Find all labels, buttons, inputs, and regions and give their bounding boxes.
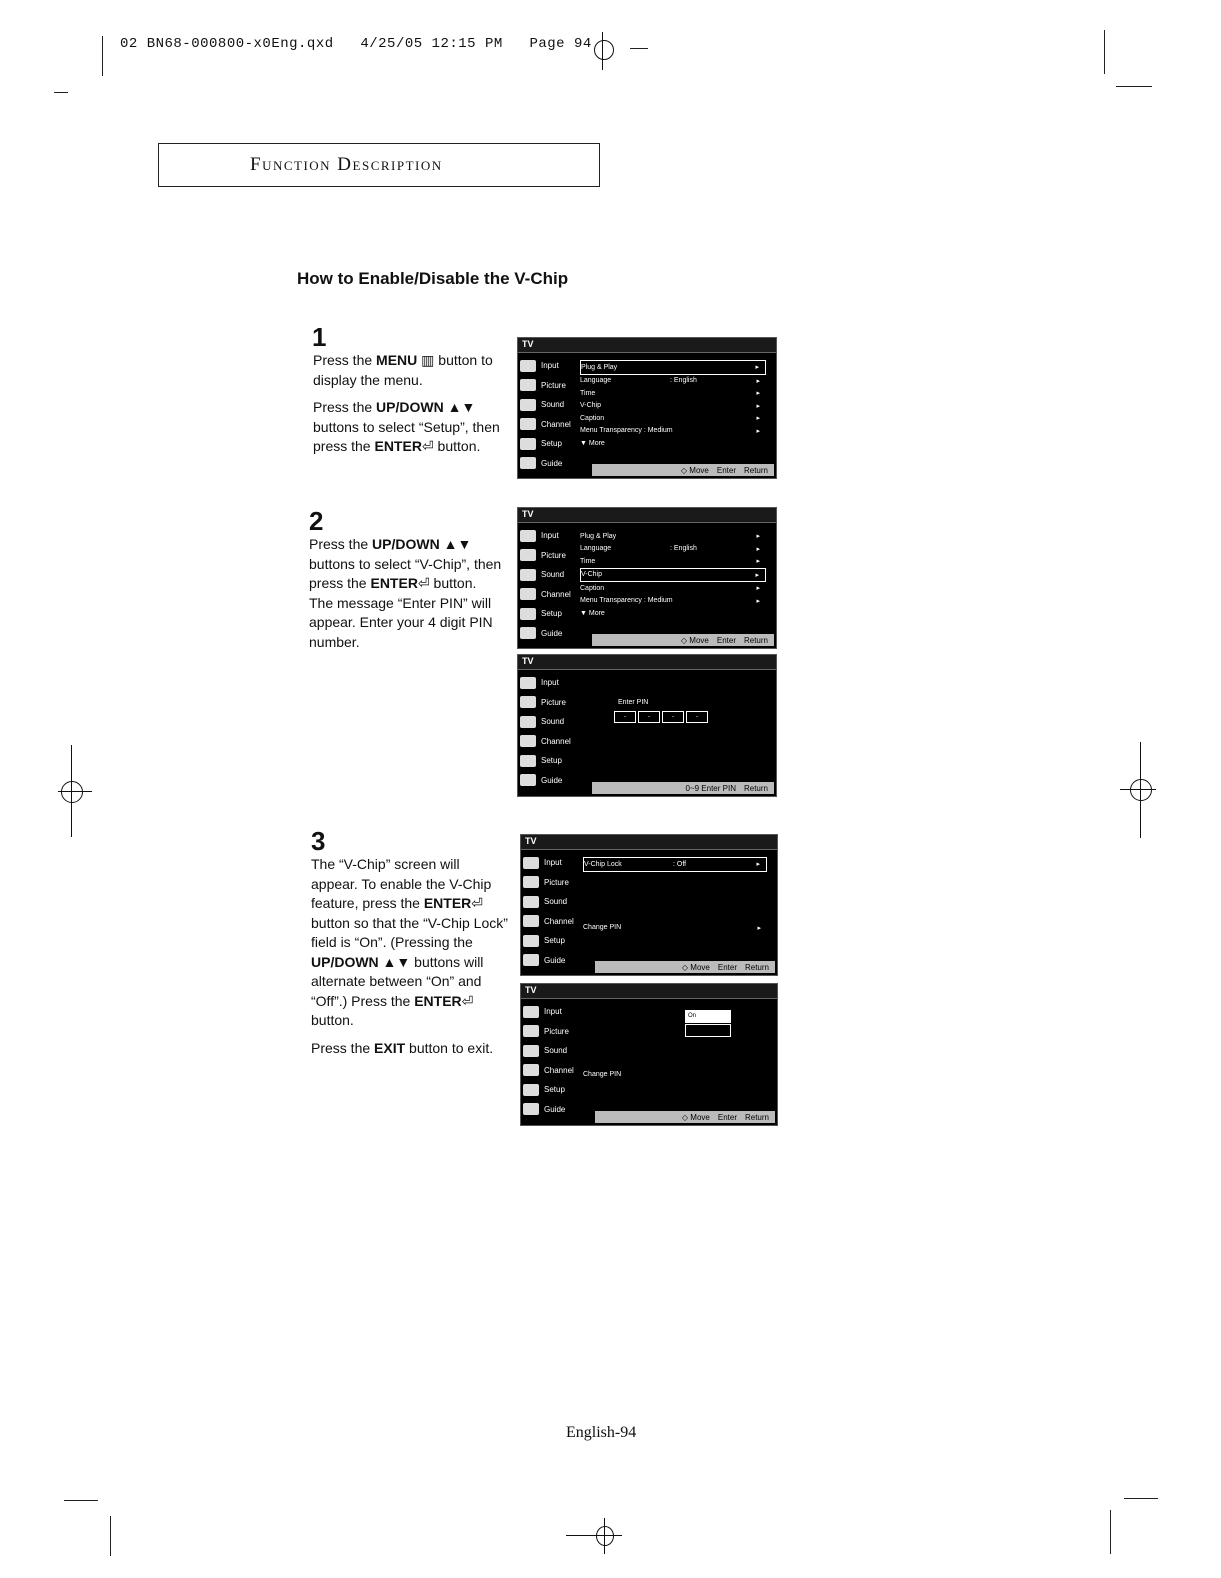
screen-sidebar [520, 356, 588, 473]
menu-item-blank [583, 884, 767, 897]
menu-item-blank [583, 1006, 767, 1019]
screen-vchip-lock-popup [520, 983, 778, 1126]
menu-item-blank [583, 1044, 767, 1057]
pin-digit-box: - [662, 711, 684, 723]
sidebar-item-input: Input [520, 356, 588, 376]
guide-icon [523, 954, 539, 966]
picture-icon [523, 1025, 539, 1037]
sound-icon [523, 1045, 539, 1057]
guide-icon [523, 1103, 539, 1115]
sidebar-item-picture: Picture [520, 693, 588, 713]
sound-icon [520, 399, 536, 411]
channel-icon [523, 1064, 539, 1076]
step-1-paragraph-2: Press the UP/DOWN ▲▼ buttons to select “Setup”, then press the ENTER⏎ button. [313, 399, 500, 454]
menu-item-plug-and-play: Plug & Play ▸ [580, 532, 760, 541]
step-2-number: 2 [309, 506, 324, 536]
screen-setup-menu [517, 337, 777, 479]
channel-icon [520, 588, 536, 600]
registration-mark-top [590, 22, 620, 70]
page-heading: How to Enable/Disable the V-Chip [297, 269, 569, 288]
input-icon [523, 857, 539, 869]
on-off-popup [685, 1010, 731, 1038]
menu-item-transparency: Menu Transparency : Medium ▸ [580, 597, 760, 605]
sound-icon [523, 896, 539, 908]
menu-item-caption: Caption ▸ [580, 414, 760, 423]
popup-option-on: On [685, 1010, 731, 1023]
enter-button-icon: ⏎ [421, 438, 434, 454]
screen-sidebar [520, 673, 588, 790]
registration-mark-right [1120, 742, 1160, 838]
pin-digit-box: - [686, 711, 708, 723]
screen-bottom-bar: ◇ Move Enter Return [592, 634, 774, 646]
sidebar-item-setup: Setup [523, 931, 591, 951]
slug-line: 02 BN68-000800-x0Eng.qxd 4/25/05 12:15 PM Page 94 [120, 36, 592, 52]
menu-button-icon: ▥ [421, 352, 435, 368]
sidebar-item-setup: Setup [520, 604, 588, 624]
sidebar-item-input: Input [520, 526, 588, 546]
section-title: Function Description [250, 154, 443, 175]
step-3-paragraph-2: Press the EXIT button to exit. [311, 1039, 494, 1056]
sidebar-item-setup: Setup [523, 1080, 591, 1100]
picture-icon [520, 379, 536, 391]
input-icon [523, 1006, 539, 1018]
picture-icon [520, 696, 536, 708]
menu-item-change-pin: Change PIN ▸ [583, 924, 761, 932]
channel-icon [523, 915, 539, 927]
menu-item-blank [583, 897, 767, 910]
picture-icon [520, 549, 536, 561]
screen-setup-vchip-selected [517, 507, 777, 649]
registration-mark-bottom [566, 1516, 630, 1560]
step-1-text [313, 351, 513, 465]
sidebar-item-picture: Picture [520, 546, 588, 566]
crop-mark [64, 1500, 98, 1501]
crop-mark [1104, 30, 1105, 74]
screen-top-bar: TV [518, 508, 776, 523]
menu-item-language: Language : English ▸ [580, 377, 760, 385]
setup-icon [523, 1084, 539, 1096]
screen-top-bar: TV [521, 984, 777, 999]
step-3-number: 3 [311, 826, 326, 856]
menu-item-more: ▼ More [580, 609, 605, 617]
menu-item-caption: Caption ▸ [580, 584, 760, 593]
screen-bottom-bar: 0~9 Enter PIN Return [592, 782, 774, 794]
pin-digit-box: - [614, 711, 636, 723]
sidebar-item-setup: Setup [520, 751, 588, 771]
picture-icon [523, 876, 539, 888]
crop-mark [1116, 86, 1152, 87]
input-icon [520, 677, 536, 689]
screen-sidebar [523, 853, 591, 970]
sidebar-item-sound: Sound [523, 892, 591, 912]
sidebar-item-picture: Picture [520, 376, 588, 396]
screen-menu-list [580, 530, 766, 620]
sidebar-item-guide: Guide [523, 1100, 591, 1120]
sidebar-item-sound: Sound [520, 395, 588, 415]
screen-vchip [520, 834, 778, 976]
step-1-paragraph-1: Press the MENU ▥ button to display the menu. [313, 352, 493, 388]
menu-item-blank [583, 1056, 767, 1069]
sidebar-item-picture: Picture [523, 873, 591, 893]
sidebar-item-guide: Guide [523, 951, 591, 971]
screen-bottom-bar: ◇ Move Enter Return [595, 961, 775, 973]
sidebar-item-guide: Guide [520, 454, 588, 474]
menu-item-vchip: V-Chip ▸ [580, 402, 760, 410]
sidebar-item-channel: Channel [520, 415, 588, 435]
step-2-text [309, 535, 509, 660]
screen-menu-list [583, 857, 767, 934]
channel-icon [520, 418, 536, 430]
crop-mark [630, 48, 648, 49]
input-icon [520, 530, 536, 542]
input-icon [520, 360, 536, 372]
menu-item-plug-and-play: Plug & Play ▸ [580, 360, 766, 375]
menu-item-transparency: Menu Transparency : Medium ▸ [580, 427, 760, 435]
sidebar-item-guide: Guide [520, 624, 588, 644]
step-2-paragraph-1: Press the UP/DOWN ▲▼ buttons to select “V-Chip”, then press the ENTER⏎ button. [309, 536, 502, 591]
screen-top-bar: TV [518, 338, 776, 353]
crop-mark [110, 1516, 111, 1556]
sidebar-item-setup: Setup [520, 434, 588, 454]
screen-sidebar [523, 1002, 591, 1119]
sidebar-item-guide: Guide [520, 771, 588, 791]
enter-button-icon: ⏎ [471, 895, 484, 911]
sidebar-item-input: Input [523, 1002, 591, 1022]
setup-icon [520, 755, 536, 767]
channel-icon [520, 735, 536, 747]
setup-icon [520, 608, 536, 620]
sidebar-item-channel: Channel [520, 732, 588, 752]
setup-icon [520, 438, 536, 450]
guide-icon [520, 627, 536, 639]
screen-menu-list [583, 1006, 767, 1081]
menu-item-blank [583, 909, 767, 922]
step-2-paragraph-2: The message “Enter PIN” will appear. Enter your 4 digit PIN number. [309, 594, 493, 650]
setup-icon [523, 935, 539, 947]
menu-item-blank [583, 872, 767, 885]
popup-option-off [685, 1024, 731, 1037]
enter-button-icon: ⏎ [461, 992, 474, 1009]
guide-icon [520, 457, 536, 469]
menu-item-blank [583, 1031, 767, 1044]
pin-input-boxes [614, 711, 708, 723]
step-3-paragraph-1: The “V-Chip” screen will appear. To enable the V-Chip feature, press the ENTER⏎ button so that the “V-Chip Lock” field is “On”. (Pressing the UP/DOWN ▲▼ buttons will alternate between “On” and “Off”.) Press the ENTER⏎ button. [311, 856, 508, 1028]
step-3-text [311, 855, 509, 1066]
screen-top-bar: TV [521, 835, 777, 850]
sidebar-item-channel: Channel [523, 912, 591, 932]
menu-item-time: Time ▸ [580, 557, 760, 566]
pin-digit-box: - [638, 711, 660, 723]
sidebar-item-sound: Sound [520, 712, 588, 732]
enter-button-icon: ⏎ [417, 575, 430, 591]
sidebar-item-input: Input [523, 853, 591, 873]
sidebar-item-sound: Sound [523, 1041, 591, 1061]
crop-mark [1110, 1510, 1111, 1554]
crop-mark [102, 36, 103, 76]
menu-item-vchip-lock: V-Chip Lock : Off ▸ [583, 857, 767, 872]
screen-enter-pin [517, 654, 777, 797]
page-number: English-94 [566, 1424, 637, 1441]
sidebar-item-input: Input [520, 673, 588, 693]
sound-icon [520, 716, 536, 728]
crop-mark [1124, 1498, 1158, 1499]
screen-top-bar: TV [518, 655, 776, 670]
sidebar-item-channel: Channel [523, 1061, 591, 1081]
screen-bottom-bar: ◇ Move Enter Return [592, 464, 774, 476]
sidebar-item-picture: Picture [523, 1022, 591, 1042]
menu-item-blank [583, 1019, 767, 1032]
step-1-number: 1 [312, 322, 327, 352]
guide-icon [520, 774, 536, 786]
sound-icon [520, 569, 536, 581]
menu-item-language: Language : English ▸ [580, 545, 760, 553]
enter-pin-label: Enter PIN [618, 699, 649, 706]
screen-sidebar [520, 526, 588, 643]
sidebar-item-sound: Sound [520, 565, 588, 585]
menu-item-time: Time ▸ [580, 389, 760, 398]
menu-item-vchip: V-Chip ▸ [580, 568, 766, 583]
sidebar-item-channel: Channel [520, 585, 588, 605]
menu-item-more: ▼ More [580, 439, 605, 447]
screen-bottom-bar: ◇ Move Enter Return [595, 1111, 775, 1123]
menu-item-change-pin: Change PIN [583, 1071, 622, 1079]
registration-mark-left [56, 745, 96, 837]
screen-menu-list [580, 360, 766, 450]
crop-mark [54, 92, 68, 93]
